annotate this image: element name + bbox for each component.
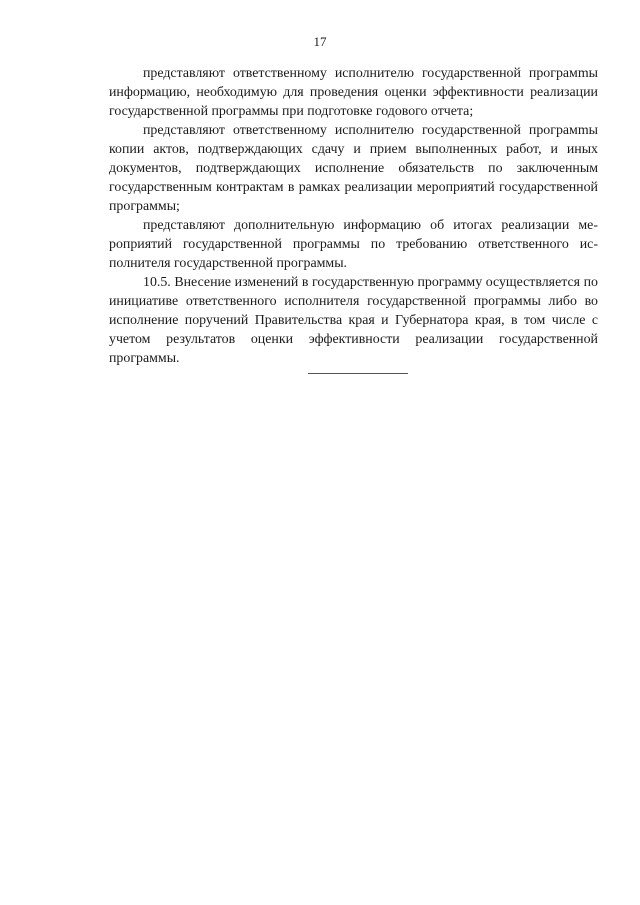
closing-divider (308, 373, 408, 374)
paragraph-additional-info: представляют дополнительную информацию об итогах реализации мероприятий государственной программы по требованию ответственного исполнителя государственной программы. (109, 218, 598, 271)
document-body (109, 64, 598, 368)
paragraph-act-copies: представляют ответственному исполнителю государственной програмmы копии актов, подтверждающих сдачу и прием выполненных работ, и иных документов, подтверждающих исполнение обязательств по заключенным государственным контрактам в рамках реализации мероприятий государственной программы; (109, 123, 598, 214)
paragraph-reporting-info: представляют ответственному исполнителю государственной програмmы информацию, необходимую для проведения оценки эффективности реализации государственной программы при подготовке годового отчета; (109, 66, 598, 119)
page-number: 17 (313, 34, 327, 49)
paragraph-program-amendments: 10.5. Внесение изменений в государственную программу осуществляется по инициативе ответственного исполнителя государственной программы либо во исполнение поручений Правительства края и Губернатора края, в том числе с учетом результатов оценки эффективности реализации государственной программы. (109, 275, 598, 366)
